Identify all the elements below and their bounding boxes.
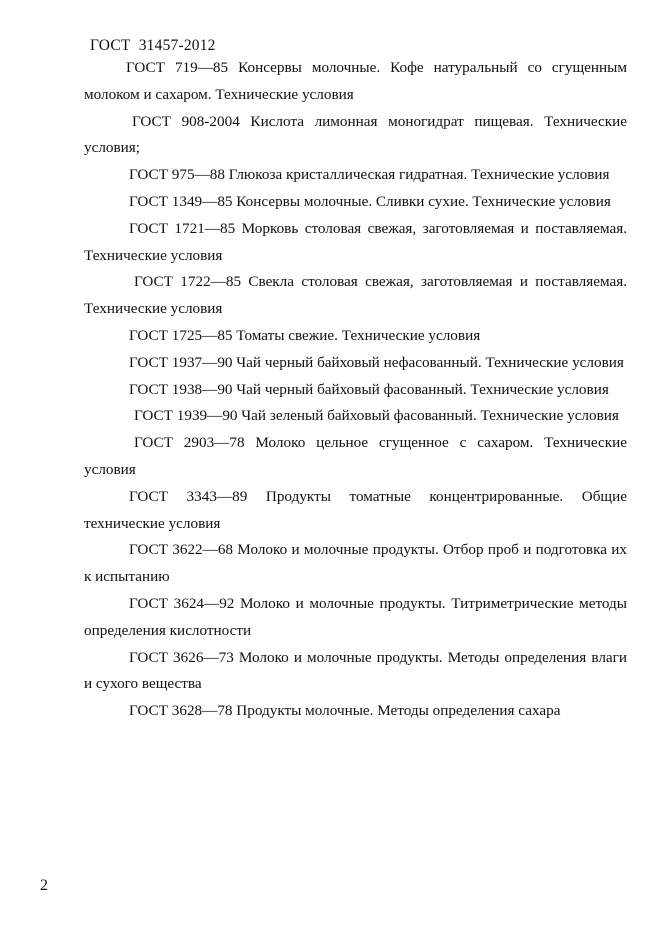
reference-item: ГОСТ 1939—90 Чай зеленый байховый фасованный. Технические условия	[134, 407, 619, 425]
reference-item: ГОСТ 719—85 Консервы молочные. Кофе натуральный со сгущенным молоком и сахаром. Технические условия	[84, 59, 627, 103]
reference-item: ГОСТ 3624—92 Молоко и молочные продукты. Титриметрические методы определения кислотности	[84, 594, 627, 639]
page-header-standard: ГОСТ 31457-2012	[90, 37, 216, 54]
reference-item: ГОСТ 1938—90 Чай черный байховый фасованный. Технические условия	[129, 380, 609, 398]
reference-item: ГОСТ 908-2004 Кислота лимонная моногидрат пищевая. Технические условия;	[84, 112, 627, 157]
reference-item: ГОСТ 1937—90 Чай черный байховый нефасованный. Технические условия	[129, 353, 624, 371]
reference-item: ГОСТ 3626—73 Молоко и молочные продукты. Методы определения влаги и сухого вещества	[84, 648, 627, 693]
reference-item: ГОСТ 2903—78 Молоко цельное сгущенное с сахаром. Технические условия	[84, 434, 627, 478]
normative-references-list	[84, 55, 627, 725]
reference-item: ГОСТ 3628—78 Продукты молочные. Методы определения сахара	[129, 702, 561, 720]
reference-item: ГОСТ 3622—68 Молоко и молочные продукты. Отбор проб и подготовка их к испытанию	[84, 541, 627, 586]
reference-item: ГОСТ 1349—85 Консервы молочные. Сливки сухие. Технические условия	[129, 192, 611, 210]
reference-item: ГОСТ 1721—85 Морковь столовая свежая, заготовляемая и поставляемая. Технические условия	[84, 219, 627, 264]
reference-item: ГОСТ 3343—89 Продукты томатные концентрированные. Общие технические условия	[84, 487, 627, 532]
reference-item: ГОСТ 975—88 Глюкоза кристаллическая гидратная. Технические условия	[129, 166, 610, 184]
page-number: 2	[40, 877, 48, 894]
reference-item: ГОСТ 1725—85 Томаты свежие. Технические условия	[129, 326, 481, 344]
reference-item: ГОСТ 1722—85 Свекла столовая свежая, заготовляемая и поставляемая. Технические условия	[84, 273, 627, 318]
